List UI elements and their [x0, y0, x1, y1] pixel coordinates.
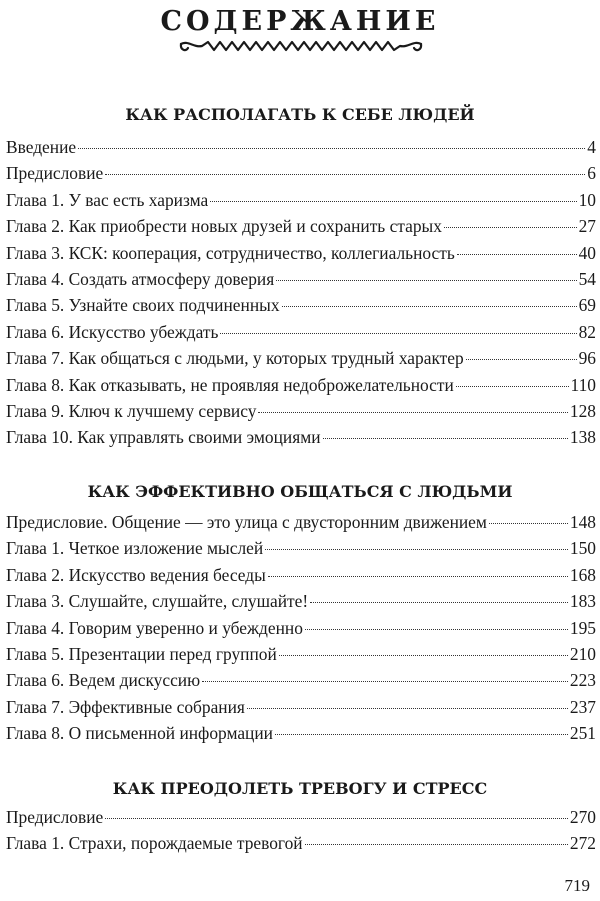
dot-leader	[276, 280, 576, 281]
wavy-flourish-icon	[178, 36, 424, 58]
toc-entry-title: Глава 1. Четкое изложение мыслей	[6, 538, 264, 559]
toc-entry-page-number: 110	[570, 374, 596, 395]
toc-entry-page-number: 223	[569, 670, 596, 691]
page-number: 719	[564, 876, 590, 895]
dot-leader	[279, 655, 568, 656]
toc-entry[interactable]	[6, 667, 596, 693]
toc-entry-title: Глава 6. Искусство убеждать	[6, 321, 219, 342]
toc-entry-page-number: 4	[587, 137, 596, 157]
dot-leader	[258, 412, 568, 413]
dot-leader	[305, 844, 568, 845]
toc-entry-title: Глава 1. У вас есть харизма	[6, 189, 209, 210]
page-title: СОДЕРЖАНИЕ	[160, 6, 440, 37]
toc-entry-page-number: 270	[569, 807, 596, 827]
toc-entry[interactable]	[6, 720, 596, 746]
toc-entry[interactable]	[6, 372, 596, 398]
toc-entry-title: Глава 6. Ведем дискуссию	[6, 670, 201, 691]
toc-entry[interactable]	[6, 588, 596, 614]
toc-entry-page-number: 237	[569, 696, 596, 717]
section-heading: КАК ЭФФЕКТИВНО ОБЩАТЬСЯ С ЛЮДЬМИ	[87, 482, 513, 501]
dot-leader	[489, 523, 568, 524]
toc-entry[interactable]	[6, 187, 596, 213]
toc-entry-title: Глава 3. КСК: кооперация, сотрудничество, коллегиальность	[6, 242, 455, 263]
toc-entry-title: Предисловие	[6, 807, 104, 827]
toc-entry[interactable]	[6, 345, 596, 371]
dot-leader	[282, 306, 577, 307]
toc-entry-title: Введение	[6, 137, 77, 157]
toc-entry[interactable]	[6, 830, 596, 856]
toc-entry-page-number: 6	[587, 163, 596, 184]
dot-leader	[105, 174, 585, 175]
dot-leader	[275, 734, 568, 735]
toc-entry-title: Глава 4. Говорим уверенно и убежденно	[6, 617, 303, 638]
toc-entry[interactable]	[6, 240, 596, 266]
toc-entry[interactable]	[6, 213, 596, 239]
section-heading: КАК РАСПОЛАГАТЬ К СЕБЕ ЛЮДЕЙ	[125, 105, 475, 124]
toc-entry[interactable]	[6, 398, 596, 424]
toc-entry-page-number: 27	[578, 216, 596, 237]
toc-entry[interactable]	[6, 134, 596, 160]
dot-leader	[202, 681, 568, 682]
toc-entry-page-number: 210	[569, 644, 596, 664]
toc-entry[interactable]	[6, 804, 596, 830]
toc-entry-page-number: 272	[569, 833, 596, 854]
toc-entry[interactable]	[6, 509, 596, 535]
toc-entry-page-number: 168	[569, 564, 596, 585]
toc-entry[interactable]	[6, 615, 596, 641]
toc-entry-title: Глава 4. Создать атмосферу доверия	[6, 269, 275, 289]
toc-entry-title: Глава 8. Как отказывать, не проявляя недоброжелательности	[6, 374, 454, 395]
toc-entry-page-number: 183	[569, 591, 596, 612]
toc-entry[interactable]	[6, 535, 596, 561]
toc-entry-title: Глава 5. Презентации перед группой	[6, 644, 277, 664]
toc-entry-page-number: 40	[578, 242, 596, 263]
toc-entry-page-number: 96	[578, 348, 596, 369]
dot-leader	[78, 148, 585, 149]
toc-entry-page-number: 150	[569, 538, 596, 559]
dot-leader	[456, 386, 569, 387]
toc-entry-title: Глава 5. Узнайте своих подчиненных	[6, 295, 280, 316]
toc-entry-title: Глава 3. Слушайте, слушайте, слушайте!	[6, 591, 309, 612]
toc-entry-title: Глава 8. О письменной информации	[6, 723, 273, 744]
toc-entry-title: Глава 10. Как управлять своими эмоциями	[6, 427, 321, 448]
dot-leader	[220, 333, 576, 334]
toc-entry[interactable]	[6, 160, 596, 186]
toc-entry-page-number: 195	[569, 617, 596, 638]
toc-entry[interactable]	[6, 562, 596, 588]
toc-entry-title: Глава 2. Искусство ведения беседы	[6, 564, 266, 585]
dot-leader	[457, 254, 577, 255]
toc-entry-title: Предисловие	[6, 163, 104, 184]
section-heading: КАК ПРЕОДОЛЕТЬ ТРЕВОГУ И СТРЕСС	[112, 779, 488, 798]
dot-leader	[466, 359, 577, 360]
dot-leader	[305, 629, 568, 630]
dot-leader	[444, 227, 577, 228]
toc-entry-title: Глава 7. Эффективные собрания	[6, 696, 245, 717]
dot-leader	[268, 576, 568, 577]
dot-leader	[105, 818, 568, 819]
dot-leader	[247, 708, 568, 709]
toc-entry[interactable]	[6, 641, 596, 667]
toc-entry-page-number: 54	[578, 269, 596, 289]
toc-entry-page-number: 148	[569, 512, 596, 532]
toc-entry-title: Глава 9. Ключ к лучшему сервису	[6, 401, 257, 421]
toc-entry[interactable]	[6, 266, 596, 292]
toc-entry-title: Глава 2. Как приобрести новых друзей и сохранить старых	[6, 216, 442, 237]
dot-leader	[323, 438, 568, 439]
toc-entry[interactable]	[6, 319, 596, 345]
dot-leader	[265, 549, 568, 550]
toc-entry-page-number: 82	[578, 321, 596, 342]
toc-entry[interactable]	[6, 424, 596, 450]
dot-leader	[210, 201, 576, 202]
toc-entry-title: Глава 7. Как общаться с людьми, у которых трудный характер	[6, 348, 464, 369]
dot-leader	[310, 602, 568, 603]
toc-entry[interactable]	[6, 292, 596, 318]
toc-entry-title: Глава 1. Страхи, порождаемые тревогой	[6, 833, 303, 854]
toc-entry[interactable]	[6, 694, 596, 720]
toc-entry-page-number: 69	[578, 295, 596, 316]
toc-entry-page-number: 138	[569, 427, 596, 448]
toc-entry-page-number: 128	[569, 401, 596, 421]
toc-entry-page-number: 10	[578, 189, 596, 210]
toc-entry-page-number: 251	[569, 723, 596, 744]
toc-entry-title: Предисловие. Общение — это улица с двусторонним движением	[6, 512, 487, 532]
